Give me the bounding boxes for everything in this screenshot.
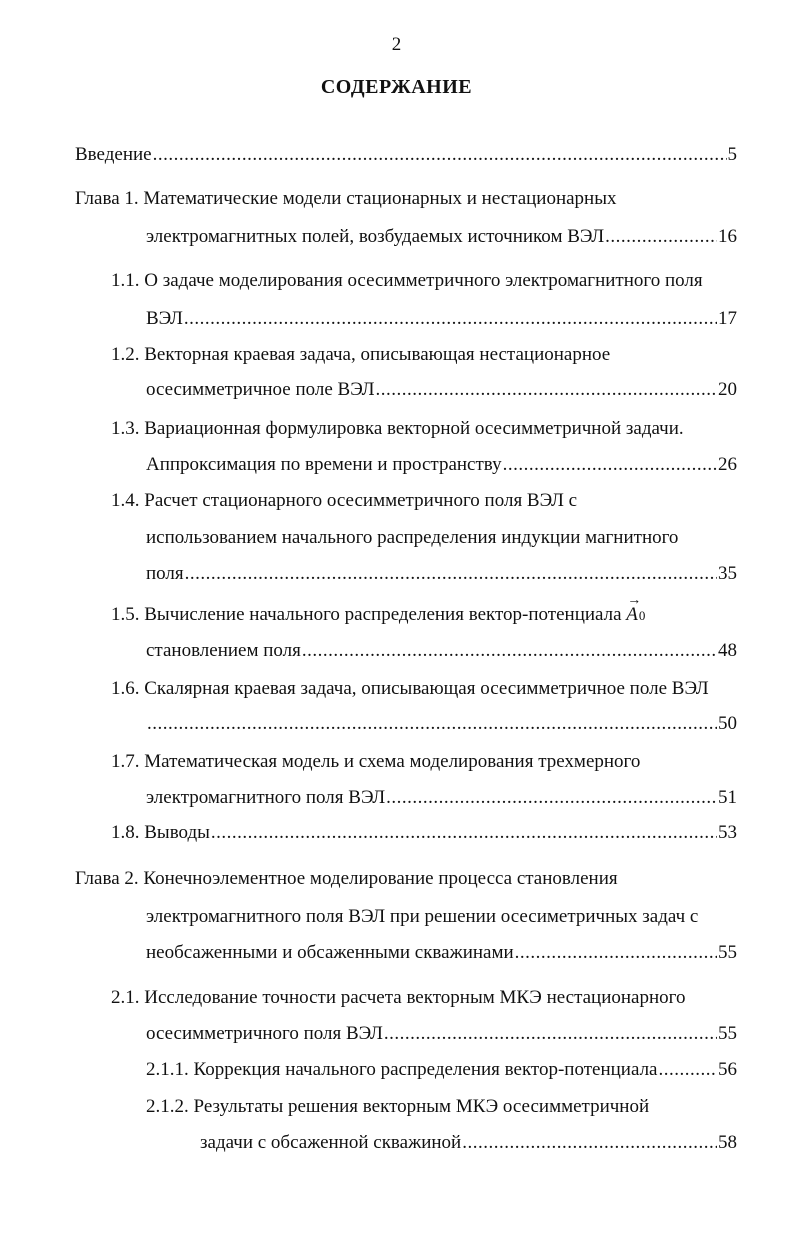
page-number: 2 bbox=[391, 34, 402, 55]
leader-dots bbox=[375, 377, 717, 403]
toc-text: Математическая модель и схема моделирования трехмерного bbox=[144, 751, 641, 772]
toc-text: Скалярная краевая задача, описывающая осесимметричное поле ВЭЛ bbox=[144, 678, 709, 699]
vector-a-symbol: → A bbox=[626, 602, 638, 628]
leader-dots bbox=[211, 820, 717, 846]
leader-dots bbox=[184, 306, 717, 332]
toc-text: Результаты решения векторным МКЭ осесимметричной bbox=[193, 1096, 650, 1117]
toc-number: 2.1.1. bbox=[146, 1059, 189, 1080]
toc-text: Математические модели стационарных и нестационарных bbox=[143, 188, 617, 209]
toc-label: Введение bbox=[75, 144, 152, 165]
toc-section-1-7-cont[interactable] bbox=[146, 785, 737, 811]
toc-text: становлением поля bbox=[146, 640, 301, 661]
toc-text: Аппроксимация по времени и пространству bbox=[146, 454, 502, 475]
toc-number: 1.3. bbox=[111, 418, 140, 439]
toc-section-1-3[interactable] bbox=[111, 416, 684, 442]
toc-number: 1.2. bbox=[111, 344, 140, 365]
toc-page: 50 bbox=[718, 713, 737, 734]
toc-number: 1.5. bbox=[111, 604, 140, 625]
toc-text: электромагнитного поля ВЭЛ bbox=[146, 787, 386, 808]
toc-section-1-5-cont[interactable] bbox=[146, 638, 737, 664]
leader-dots bbox=[153, 142, 727, 168]
toc-text: задачи с обсаженной скважиной bbox=[200, 1132, 462, 1153]
toc-text: Вариационная формулировка векторной осесимметричной задачи. bbox=[144, 418, 684, 439]
toc-text: Конечноэлементное моделирование процесса становления bbox=[143, 868, 618, 889]
leader-dots bbox=[462, 1130, 717, 1156]
toc-section-2-1-1[interactable] bbox=[146, 1057, 737, 1083]
toc-section-1-7[interactable] bbox=[111, 749, 640, 775]
toc-page: 26 bbox=[718, 454, 737, 475]
toc-text: электромагнитных полей, возбудаемых источником ВЭЛ bbox=[146, 226, 605, 247]
toc-entry-intro[interactable] bbox=[75, 142, 737, 168]
toc-chapter-2-cont[interactable] bbox=[146, 904, 698, 930]
leader-dots bbox=[384, 1021, 717, 1047]
toc-page: 55 bbox=[718, 942, 737, 963]
toc-section-1-4-cont[interactable] bbox=[146, 525, 678, 551]
toc-text: поля bbox=[146, 563, 184, 584]
toc-section-1-4-cont2[interactable] bbox=[146, 561, 737, 587]
toc-number: 1.7. bbox=[111, 751, 140, 772]
leader-dots bbox=[503, 452, 717, 478]
toc-section-2-1-2-cont[interactable] bbox=[200, 1130, 737, 1156]
toc-section-1-1[interactable] bbox=[111, 268, 703, 294]
toc-section-1-1-cont[interactable] bbox=[146, 306, 737, 332]
toc-chapter-2[interactable] bbox=[75, 866, 618, 892]
toc-section-1-8[interactable] bbox=[111, 820, 737, 846]
toc-page: 53 bbox=[718, 822, 737, 843]
toc-section-1-4[interactable] bbox=[111, 488, 577, 514]
toc-number: 1.4. bbox=[111, 490, 140, 511]
toc-section-2-1[interactable] bbox=[111, 985, 685, 1011]
toc-text: использованием начального распределения индукции магнитного bbox=[146, 527, 679, 548]
toc-section-1-5[interactable] bbox=[111, 602, 645, 629]
toc-section-1-6-cont[interactable] bbox=[146, 711, 737, 737]
toc-text: Расчет стационарного осесимметричного поля ВЭЛ с bbox=[144, 490, 578, 511]
toc-text: О задаче моделирования осесимметричного электромагнитного поля bbox=[144, 270, 703, 291]
toc-text: электромагнитного поля ВЭЛ при решении осесиметричных задач с bbox=[146, 906, 699, 927]
toc-chapter-1[interactable] bbox=[75, 186, 617, 212]
toc-number: 2.1. bbox=[111, 987, 140, 1008]
toc-text: Коррекция начального распределения вектор-потенциала bbox=[193, 1059, 658, 1080]
toc-page: 56 bbox=[718, 1059, 737, 1080]
toc-section-1-2[interactable] bbox=[111, 342, 610, 368]
toc-page: 48 bbox=[718, 640, 737, 661]
toc-page: 55 bbox=[718, 1023, 737, 1044]
leader-dots bbox=[147, 711, 717, 737]
toc-number: 1.1. bbox=[111, 270, 140, 291]
toc-text: Исследование точности расчета векторным МКЭ нестационарного bbox=[144, 987, 686, 1008]
leader-dots bbox=[302, 638, 717, 664]
toc-section-1-2-cont[interactable] bbox=[146, 377, 737, 403]
toc-text: ВЭЛ bbox=[146, 308, 183, 329]
toc-page: 5 bbox=[727, 144, 737, 165]
toc-number: Глава 1. bbox=[75, 188, 139, 209]
page-title: СОДЕРЖАНИЕ bbox=[320, 76, 473, 98]
toc-section-1-3-cont[interactable] bbox=[146, 452, 737, 478]
toc-page: 17 bbox=[718, 308, 737, 329]
toc-text: осесимметричного поля ВЭЛ bbox=[146, 1023, 383, 1044]
leader-dots bbox=[515, 940, 717, 966]
toc-text: Векторная краевая задача, описывающая нестационарное bbox=[144, 344, 611, 365]
toc-number: 1.8. bbox=[111, 822, 140, 843]
toc-chapter-1-cont[interactable] bbox=[146, 224, 737, 250]
toc-text: осесимметричное поле ВЭЛ bbox=[146, 379, 375, 400]
toc-page: 20 bbox=[718, 379, 737, 400]
toc-section-2-1-cont[interactable] bbox=[146, 1021, 737, 1047]
leader-dots bbox=[386, 785, 717, 811]
toc-section-1-6[interactable] bbox=[111, 676, 709, 702]
toc-number: Глава 2. bbox=[75, 868, 139, 889]
superscript-zero: 0 bbox=[638, 608, 646, 623]
toc-section-2-1-2[interactable] bbox=[146, 1094, 649, 1120]
toc-page: 16 bbox=[718, 226, 737, 247]
leader-dots bbox=[658, 1057, 717, 1083]
toc-page: 51 bbox=[718, 787, 737, 808]
toc-page: 35 bbox=[718, 563, 737, 584]
toc-page: 58 bbox=[718, 1132, 737, 1153]
toc-number: 2.1.2. bbox=[146, 1096, 189, 1117]
toc-chapter-2-cont2[interactable] bbox=[146, 940, 737, 966]
leader-dots bbox=[605, 224, 717, 250]
toc-text: необсаженными и обсаженными скважинами bbox=[146, 942, 514, 963]
leader-dots bbox=[185, 561, 717, 587]
toc-text: Вычисление начального распределения вектор-потенциала bbox=[144, 604, 622, 625]
toc-text: Выводы bbox=[144, 822, 210, 843]
toc-number: 1.6. bbox=[111, 678, 140, 699]
